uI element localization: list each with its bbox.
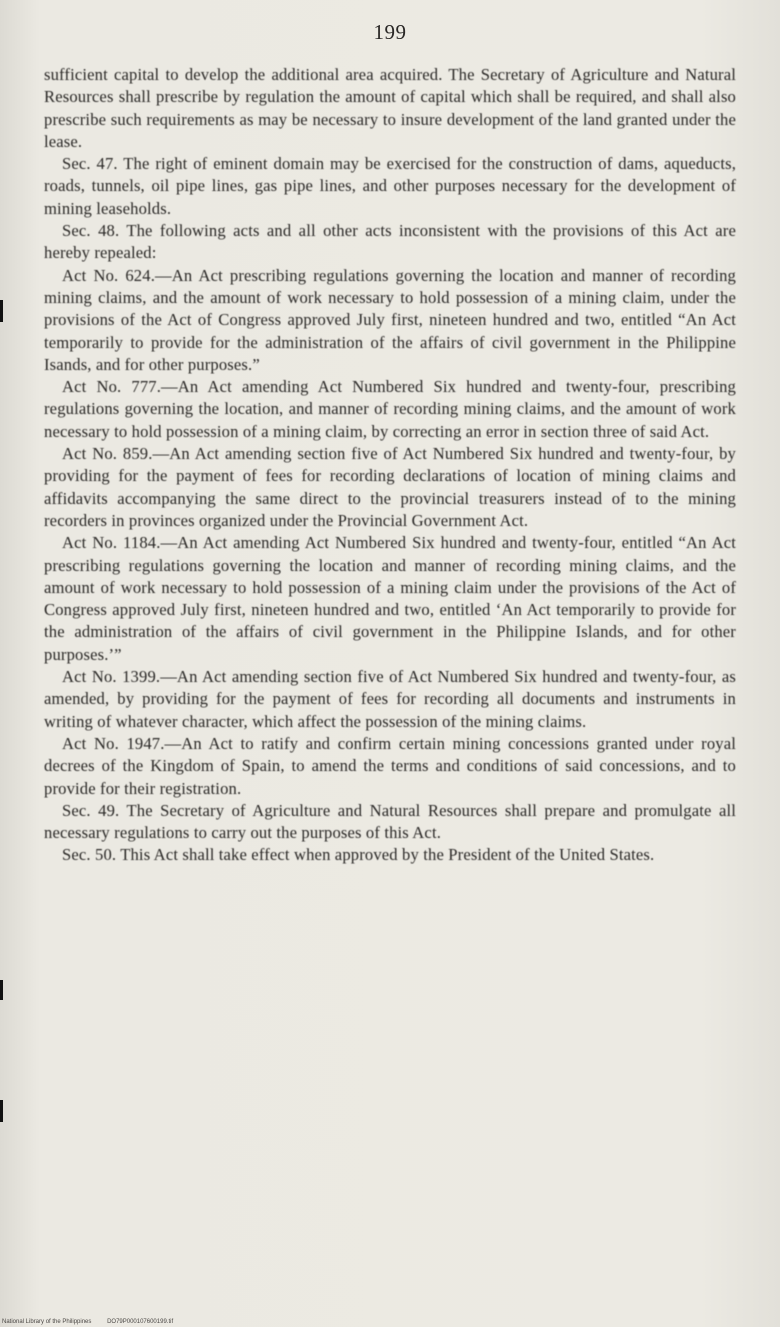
paragraph: Act No. 859.—An Act amending section five of Act Numbered Six hundred and twenty-four, by providing for the payment of fees for recording declarations of location of mining claims and affidavits accompanying the same direct to the provincial treasurers instead of to the mining recorders in provinces organized under the Provincial Government Act. <box>44 444 736 530</box>
scan-edge-mark <box>0 980 3 1000</box>
paragraph: Sec. 48. The following acts and all other acts inconsistent with the provisions of this Act are hereby repealed: <box>44 221 736 263</box>
footer-library: National Library of the Philippines <box>2 1319 92 1325</box>
paragraph: Act No. 1184.—An Act amending Act Numbered Six hundred and twenty-four, entitled “An Act prescribing regulations governing the location and manner of recording mining claims, and the amount of work necessary to hold possession of a mining claim under the provisions of the Act of Congress approved July first, nineteen hundred and two, entitled ‘An Act temporarily to provide for the administration of the affairs of civil government in the Philippine Islands, and for other purposes.’” <box>44 533 736 664</box>
scan-footer <box>2 1319 187 1325</box>
paragraph: Act No. 1399.—An Act amending section five of Act Numbered Six hundred and twenty-four, as amended, by providing for the payment of fees for recording all documents and instruments in writing of whatever character, which affect the possession of the mining claims. <box>44 667 736 731</box>
paragraph: Sec. 47. The right of eminent domain may be exercised for the construction of dams, aqueducts, roads, tunnels, oil pipe lines, gas pipe lines, and other purposes necessary for the development of mining leaseholds. <box>44 154 736 218</box>
scan-edge-mark <box>0 1100 3 1122</box>
scan-edge-mark <box>0 300 3 322</box>
footer-code: DO79P000107600199.tif <box>107 1319 174 1325</box>
paragraph: Act No. 1947.—An Act to ratify and confirm certain mining concessions granted under royal decrees of the Kingdom of Spain, to amend the terms and conditions of said concessions, and to provide for their registration. <box>44 733 736 798</box>
paragraph: sufficient capital to develop the additional area acquired. The Secretary of Agriculture and Natural Resources shall prescribe by regulation the amount of capital which shall be required, and shall also prescribe such requirements as may be necessary to insure development of the land granted under the lease. <box>44 65 736 151</box>
paragraph: Sec. 50. This Act shall take effect when approved by the President of the United States. <box>62 845 655 865</box>
body-text <box>44 64 736 867</box>
page-number: 199 <box>373 20 407 44</box>
paragraph: Sec. 49. The Secretary of Agriculture and Natural Resources shall prepare and promulgate all necessary regulations to carry out the purposes of this Act. <box>44 800 736 843</box>
paragraph: Act No. 777.—An Act amending Act Numbered Six hundred and twenty-four, prescribing regulations governing the location, and manner of recording mining claims, and the amount of work necessary to hold possession of a mining claim, by correcting an error in section three of said Act. <box>44 377 736 441</box>
paragraph: Act No. 624.—An Act prescribing regulations governing the location and manner of recording mining claims, and the amount of work necessary to hold possession of a mining claim, under the provisions of the Act of Congress approved July first, nineteen hundred and two, entitled “An Act temporarily to provide for the administration of the affairs of civil government in the Philippine Isands, and for other purposes.” <box>44 265 736 374</box>
